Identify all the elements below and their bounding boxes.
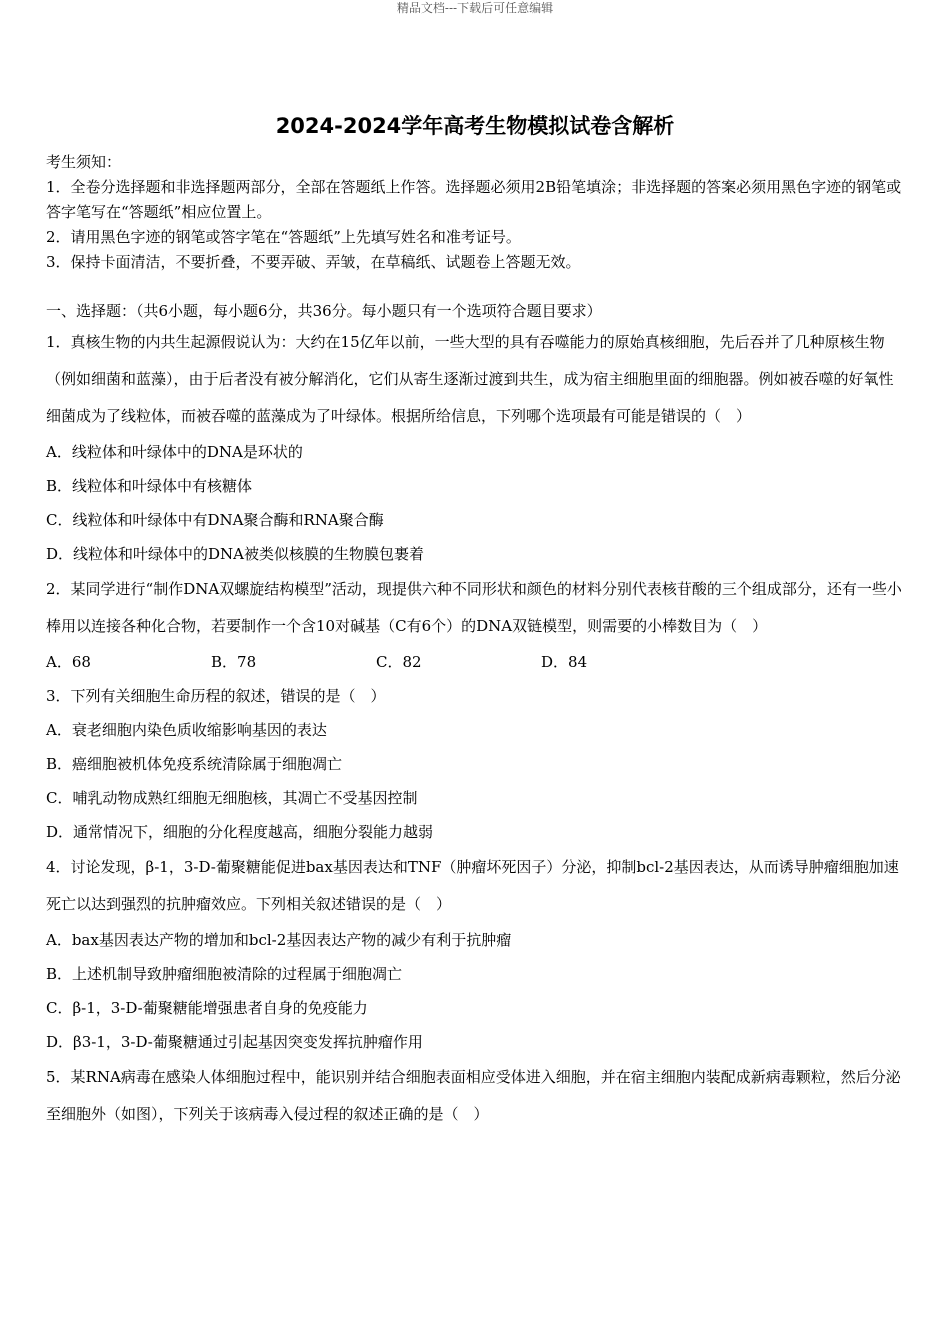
option-row [46, 645, 904, 679]
option: D．β3-1，3-D-葡聚糖通过引起基因突变发挥抗肿瘤作用 [46, 1033, 423, 1051]
question-stem: 4．讨论发现，β-1，3-D-葡聚糖能促进bax基因表达和TNF（肿瘤坏死因子）分泌，抑制bcl-2基因表达，从而诱导肿瘤细胞加速死亡以达到强烈的抗肿瘤效应。下列相关叙述错误的是（ ） [46, 858, 899, 913]
question-5 [46, 1059, 904, 1133]
option: C．82 [376, 653, 422, 671]
question-stem: 5．某RNA病毒在感染人体细胞过程中，能识别并结合细胞表面相应受体进入细胞，并在宿主细胞内装配成新病毒颗粒，然后分泌至细胞外（如图），下列关于该病毒入侵过程的叙述正确的是（ ） [46, 1068, 901, 1123]
question-1 [46, 324, 904, 571]
option: B．线粒体和叶绿体中有核糖体 [46, 477, 253, 495]
section-heading: 一、选择题：（共6小题，每小题6分，共36分。每小题只有一个选项符合题目要求） [46, 302, 602, 320]
option: A．68 [46, 653, 91, 671]
notice-item: 1．全卷分选择题和非选择题两部分，全部在答题纸上作答。选择题必须用2B铅笔填涂；非选择题的答案必须用黑色字迹的钢笔或答字笔写在“答题纸”相应位置上。 [46, 178, 902, 221]
question-3 [46, 679, 904, 849]
question-stem: 1．真核生物的内共生起源假说认为：大约在15亿年以前，一些大型的具有吞噬能力的原始真核细胞，先后吞并了几种原核生物（例如细菌和蓝藻），由于后者没有被分解消化，它们从寄生逐渐过渡到共生，成为宿主细胞里面的细胞器。例如被吞噬的好氧性细菌成为了线粒体，而被吞噬的蓝藻成为了叶绿体。根据所给信息，下列哪个选项最有可能是错误的（ ） [46, 333, 894, 425]
question-stem: 2．某同学进行“制作DNA双螺旋结构模型”活动，现提供六种不同形状和颜色的材料分别代表核苷酸的三个组成部分，还有一些小棒用以连接各种化合物，若要制作一个含10对碱基（C有6个）的DNA双链模型，则需要的小棒数目为（ ） [46, 580, 902, 635]
option: A．衰老细胞内染色质收缩影响基因的表达 [46, 721, 327, 739]
option: D．84 [541, 653, 588, 671]
option: B．78 [211, 653, 257, 671]
notice-item: 3．保持卡面清洁，不要折叠，不要弄破、弄皱，在草稿纸、试题卷上答题无效。 [46, 253, 581, 271]
option: A．bax基因表达产物的增加和bcl-2基因表达产物的减少有利于抗肿瘤 [46, 931, 512, 949]
option: D．线粒体和叶绿体中的DNA被类似核膜的生物膜包裹着 [46, 545, 425, 563]
notice-heading: 考生须知： [46, 153, 122, 171]
option: B．上述机制导致肿瘤细胞被清除的过程属于细胞凋亡 [46, 965, 403, 983]
header-note: 精品文档---下载后可任意编辑 [396, 1, 554, 15]
document-body [46, 150, 904, 1133]
notice-block [46, 150, 904, 275]
option: C．β-1，3-D-葡聚糖能增强患者自身的免疫能力 [46, 999, 368, 1017]
option: A．线粒体和叶绿体中的DNA是环状的 [46, 443, 303, 461]
question-4 [46, 849, 904, 1059]
option: B．癌细胞被机体免疫系统清除属于细胞凋亡 [46, 755, 343, 773]
option: D．通常情况下，细胞的分化程度越高，细胞分裂能力越弱 [46, 823, 434, 841]
page-title: 2024-2024学年高考生物模拟试卷含解析 [275, 114, 675, 138]
option: C．哺乳动物成熟红细胞无细胞核，其凋亡不受基因控制 [46, 789, 418, 807]
question-stem: 3．下列有关细胞生命历程的叙述，错误的是（ ） [46, 687, 386, 705]
notice-item: 2．请用黑色字迹的钢笔或答字笔在“答题纸”上先填写姓名和准考证号。 [46, 228, 521, 246]
option: C．线粒体和叶绿体中有DNA聚合酶和RNA聚合酶 [46, 511, 384, 529]
question-2 [46, 571, 904, 679]
